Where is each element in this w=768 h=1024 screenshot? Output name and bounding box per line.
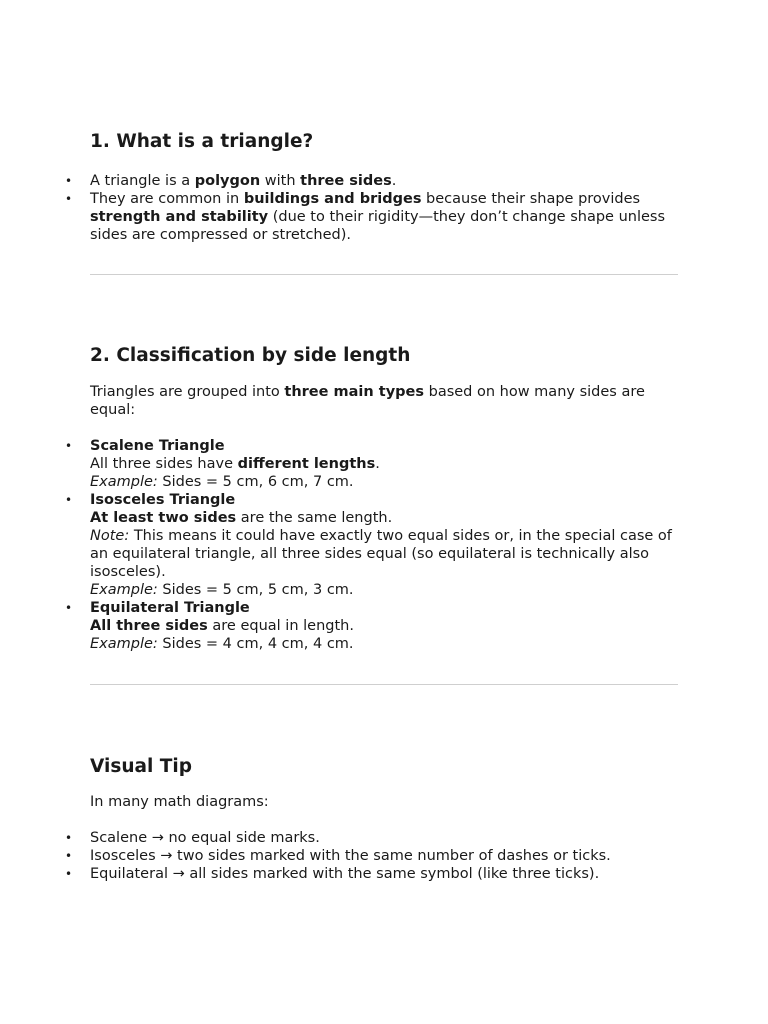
type-example: Example: Sides = 5 cm, 5 cm, 3 cm. <box>90 582 354 598</box>
list-item-isosceles <box>90 491 678 599</box>
section2-intro: Triangles are grouped into three main types based on how many sides are equal: <box>90 384 645 418</box>
type-name: • Equilateral Triangle <box>90 600 250 616</box>
section-divider <box>90 274 678 275</box>
list-item-scalene <box>90 437 678 491</box>
type-description: All three sides are equal in length. <box>90 618 354 634</box>
triangle-types-list <box>90 437 678 653</box>
type-description: At least two sides are the same length. <box>90 510 393 526</box>
type-description: All three sides have different lengths. <box>90 456 380 472</box>
section3-intro: In many math diagrams: <box>90 794 269 810</box>
visual-tip-list <box>90 829 678 883</box>
list-item: • They are common in buildings and bridges because their shape provides strength and stability (due to their rigidity—they don’t change shape unless sides are compressed or stretched). <box>90 190 678 244</box>
section1-bullet-list <box>90 172 678 244</box>
section1-heading: 1. What is a triangle? <box>90 131 314 152</box>
list-item-equilateral <box>90 599 678 653</box>
type-example: Example: Sides = 5 cm, 6 cm, 7 cm. <box>90 474 354 490</box>
section-divider <box>90 684 678 685</box>
list-item: • A triangle is a polygon with three sides. <box>90 172 678 190</box>
type-example: Example: Sides = 4 cm, 4 cm, 4 cm. <box>90 636 354 652</box>
type-name: • Isosceles Triangle <box>90 492 236 508</box>
section2-heading: 2. Classification by side length <box>90 345 411 366</box>
section3-heading: Visual Tip <box>90 756 192 777</box>
type-note: Note: This means it could have exactly two equal sides or, in the special case of an equilateral triangle, all three sides equal (so equilateral is technically also isosceles). <box>90 528 672 580</box>
list-item: • Equilateral → all sides marked with the same symbol (like three ticks). <box>90 865 678 883</box>
type-name: • Scalene Triangle <box>90 438 225 454</box>
list-item: • Scalene → no equal side marks. <box>90 829 678 847</box>
list-item: • Isosceles → two sides marked with the same number of dashes or ticks. <box>90 847 678 865</box>
